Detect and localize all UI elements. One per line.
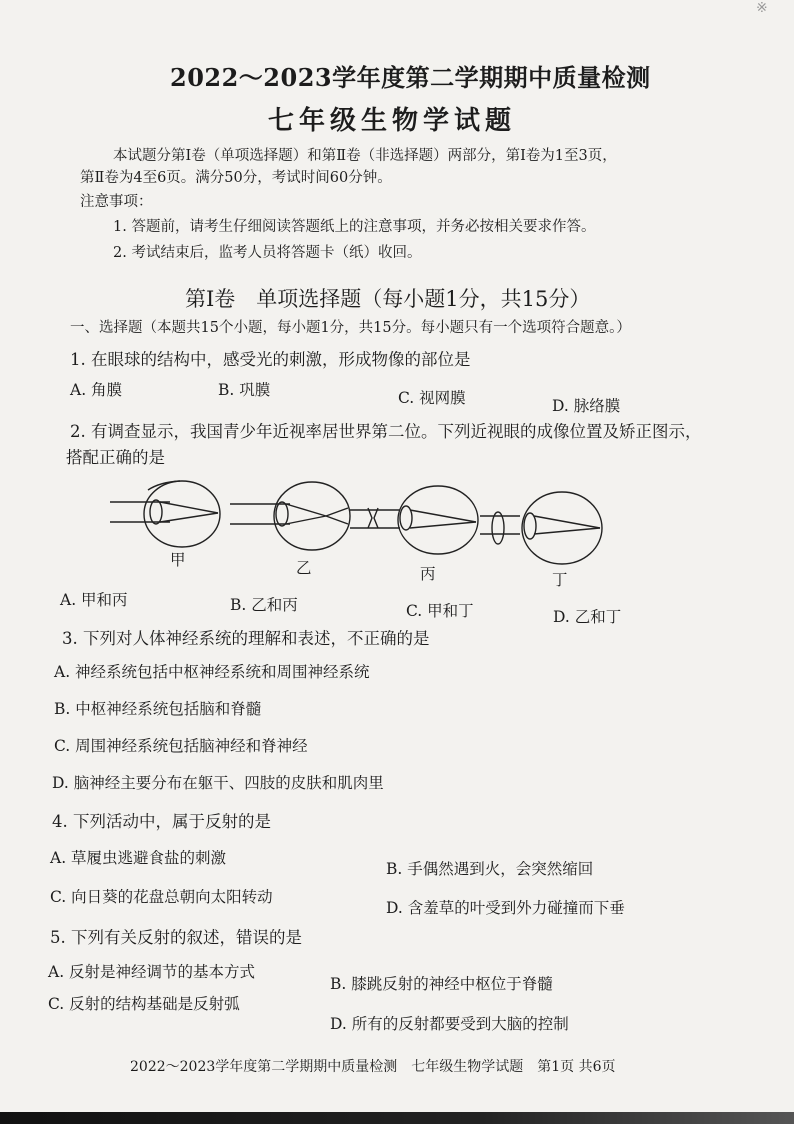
- section-heading: 第Ⅰ卷 单项选择题（每小题1分，共15分）: [185, 287, 591, 311]
- q3-option-c: C. 周围神经系统包括脑神经和脊神经: [54, 737, 308, 755]
- q3-option-d: D. 脑神经主要分布在躯干、四肢的皮肤和肌肉里: [52, 774, 384, 792]
- q3-option-b: B. 中枢神经系统包括脑和脊髓: [54, 700, 262, 718]
- q1-stem: 1. 在眼球的结构中，感受光的刺激，形成物像的部位是: [70, 350, 471, 369]
- q2-fig-label-ding: 丁: [552, 571, 568, 589]
- q2-stem-line-1: 2. 有调查显示，我国青少年近视率居世界第二位。下列近视眼的成像位置及矫正图示，: [70, 422, 702, 441]
- eye-diagram-bing: [350, 486, 478, 554]
- note-2: 2. 考试结束后，监考人员将答题卡（纸）收回。: [113, 245, 422, 261]
- q2-option-d: D. 乙和丁: [553, 608, 622, 626]
- eye-diagram-yi: [230, 482, 350, 550]
- q2-option-a: A. 甲和丙: [60, 591, 128, 609]
- q4-stem: 4. 下列活动中，属于反射的是: [52, 812, 271, 831]
- q5-option-c: C. 反射的结构基础是反射弧: [48, 995, 240, 1013]
- q2-fig-label-yi: 乙: [296, 559, 312, 577]
- page-footer: 2022～2023学年度第二学期期中质量检测 七年级生物学试题 第1页 共6页: [130, 1059, 616, 1075]
- q2-stem-line-2: 搭配正确的是: [66, 448, 165, 467]
- q2-fig-label-jia: 甲: [170, 551, 186, 569]
- q5-option-a: A. 反射是神经调节的基本方式: [48, 963, 256, 981]
- note-1: 1. 答题前，请考生仔细阅读答题纸上的注意事项，并务必按相关要求作答。: [113, 219, 596, 235]
- q1-option-d: D. 脉络膜: [552, 397, 621, 415]
- intro-line-1: 本试题分第Ⅰ卷（单项选择题）和第Ⅱ卷（非选择题）两部分，第Ⅰ卷为1至3页，: [113, 148, 617, 164]
- exam-subtitle: 七年级生物学试题: [268, 106, 517, 136]
- q5-option-b: B. 膝跳反射的神经中枢位于脊髓: [330, 975, 553, 993]
- q3-stem: 3. 下列对人体神经系统的理解和表述，不正确的是: [62, 629, 430, 648]
- eye-diagram-jia: [110, 481, 220, 547]
- scan-corner-mark: ※: [756, 0, 768, 16]
- notes-title: 注意事项：: [80, 194, 153, 210]
- myopia-eye-diagrams: [100, 478, 700, 586]
- intro-line-2: 第Ⅱ卷为4至6页。满分50分，考试时间60分钟。: [80, 170, 392, 186]
- eye-diagram-ding: [480, 492, 602, 564]
- exam-title: 2022～2023学年度第二学期期中质量检测: [170, 63, 651, 92]
- q2-option-b: B. 乙和丙: [230, 596, 298, 614]
- q3-option-a: A. 神经系统包括中枢神经系统和周围神经系统: [54, 663, 370, 681]
- q4-option-a: A. 草履虫逃避食盐的刺激: [50, 849, 227, 867]
- q1-option-b: B. 巩膜: [218, 381, 271, 399]
- q4-option-d: D. 含羞草的叶受到外力碰撞而下垂: [386, 899, 625, 917]
- q1-option-a: A. 角膜: [70, 381, 123, 399]
- section-instruction: 一、选择题（本题共15个小题，每小题1分，共15分。每小题只有一个选项符合题意。）: [70, 320, 631, 336]
- q4-option-b: B. 手偶然遇到火，会突然缩回: [386, 860, 594, 878]
- q4-option-c: C. 向日葵的花盘总朝向太阳转动: [50, 888, 273, 906]
- q2-option-c: C. 甲和丁: [406, 602, 474, 620]
- q5-stem: 5. 下列有关反射的叙述，错误的是: [50, 928, 302, 947]
- q2-fig-label-bing: 丙: [420, 565, 436, 583]
- q5-option-d: D. 所有的反射都要受到大脑的控制: [330, 1015, 569, 1033]
- q1-option-c: C. 视网膜: [398, 389, 466, 407]
- scan-shadow-edge: [0, 1112, 794, 1124]
